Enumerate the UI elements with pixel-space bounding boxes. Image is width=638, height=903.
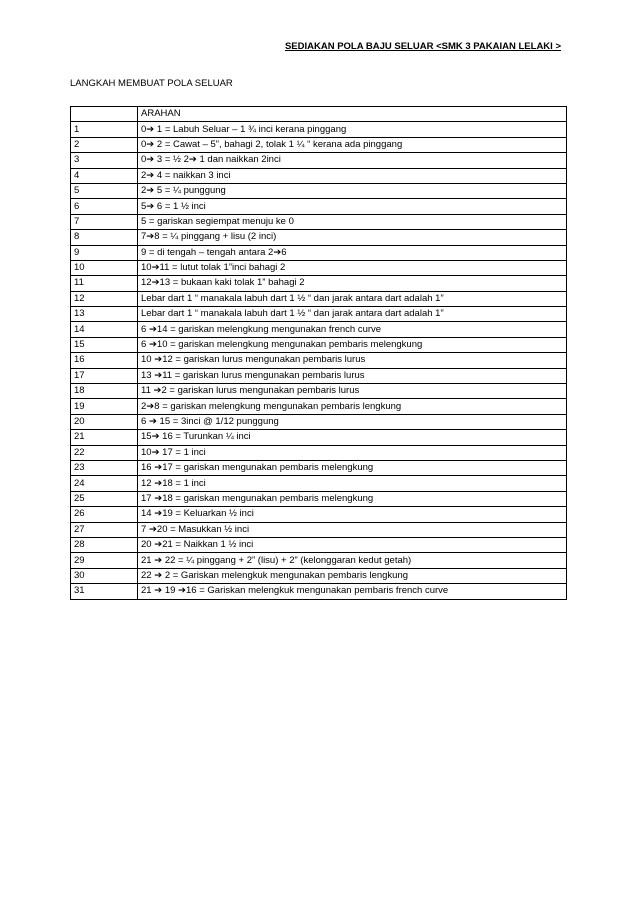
arrow-icon: ➔ [146,400,155,412]
step-instruction: Lebar dart 1 “ manakala labuh dart 1 ½ “ dan jarak antara dart adalah 1” [138,291,567,306]
arrow-icon: ➔ [146,123,155,135]
arrow-icon: ➔ [153,385,162,397]
step-instruction: Lebar dart 1 “ manakala labuh dart 1 ½ “ dan jarak antara dart adalah 1” [138,307,567,322]
table-row [71,183,567,198]
step-instruction: 22 ➔ 2 = Gariskan melengkuk mengunakan pembaris lengkung [138,568,567,583]
step-instruction: 7 ➔20 = Masukkan ½ inci [138,522,567,537]
table-row [71,568,567,583]
step-instruction: 21 ➔ 19 ➔16 = Gariskan melengkuk mengunakan pembaris french curve [138,584,567,599]
table-row [71,491,567,506]
arrow-icon: ➔ [154,369,163,381]
table-row [71,245,567,260]
step-instruction: 10➔11 = lutut tolak 1”inci bahagi 2 [138,260,567,275]
step-instruction: 15➔ 16 = Turunkan ¼ inci [138,430,567,445]
step-number: 9 [71,245,138,260]
arrow-icon: ➔ [148,339,157,351]
header-label-cell: ARAHAN [138,107,567,122]
step-instruction: 7➔8 = ¼ pinggang + lisu (2 inci) [138,230,567,245]
arrow-icon: ➔ [146,185,155,197]
step-instruction: 20 ➔21 = Naikkan 1 ½ inci [138,537,567,552]
step-number: 21 [71,430,138,445]
step-instruction: 6 ➔14 = gariskan melengkung mengunakan french curve [138,322,567,337]
step-number: 25 [71,491,138,506]
table-row [71,199,567,214]
step-number: 1 [71,122,138,137]
arrow-icon: ➔ [154,539,163,551]
arrow-icon: ➔ [154,508,163,520]
arrow-icon: ➔ [178,585,187,597]
table-row [71,307,567,322]
step-instruction: 16 ➔17 = gariskan mengunakan pembaris melengkung [138,460,567,475]
step-instruction: 10 ➔12 = gariskan lurus mengunakan pembaris lurus [138,353,567,368]
table-row [71,553,567,568]
table-row [71,168,567,183]
arrow-icon: ➔ [146,200,155,212]
step-instruction: 12 ➔18 = 1 inci [138,476,567,491]
table-row [71,122,567,137]
arrow-icon: ➔ [154,462,163,474]
step-number: 14 [71,322,138,337]
table-row [71,507,567,522]
step-number: 17 [71,368,138,383]
table-row [71,276,567,291]
step-number: 13 [71,307,138,322]
step-instruction: 13 ➔11 = gariskan lurus mengunakan pembaris lurus [138,368,567,383]
step-number: 19 [71,399,138,414]
section-title: LANGKAH MEMBUAT POLA SELUAR [70,78,233,89]
table-row [71,353,567,368]
table-row [71,445,567,460]
arrow-icon: ➔ [154,585,163,597]
step-instruction: 5 = gariskan segiempat menuju ke 0 [138,214,567,229]
table-row [71,322,567,337]
arrow-icon: ➔ [148,416,157,427]
step-number: 28 [71,537,138,552]
step-instruction: 0➔ 2 = Cawat – 5”, bahagi 2, tolak 1 ¼ “ kerana ada pinggang [138,137,567,152]
table-row [71,399,567,414]
step-instruction: 2➔ 5 = ¼ punggung [138,183,567,198]
arrow-icon: ➔ [148,523,157,535]
step-number: 6 [71,199,138,214]
step-instruction: 5➔ 6 = 1 ½ inci [138,199,567,214]
step-number: 26 [71,507,138,522]
arrow-icon: ➔ [154,569,163,581]
document-title: SEDIAKAN POLA BAJU SELUAR <SMK 3 PAKAIAN LELAKI > [284,41,561,52]
step-number: 20 [71,414,138,429]
step-instruction: 0➔ 1 = Labuh Seluar – 1 ¾ inci kerana pinggang [138,122,567,137]
step-number: 18 [71,384,138,399]
table-row [71,537,567,552]
step-number: 5 [71,183,138,198]
step-instruction: 21 ➔ 22 = ¼ pinggang + 2” (lisu) + 2” (kelonggaran kedut getah) [138,553,567,568]
step-instruction: 10➔ 17 = 1 inci [138,445,567,460]
arrow-icon: ➔ [154,492,163,504]
step-number: 12 [71,291,138,306]
step-number: 15 [71,337,138,352]
step-number: 23 [71,460,138,475]
step-number: 8 [71,230,138,245]
step-instruction: 11 ➔2 = gariskan lurus mengunakan pembaris lurus [138,384,567,399]
step-number: 22 [71,445,138,460]
table-row [71,230,567,245]
step-number: 7 [71,214,138,229]
arrow-icon: ➔ [146,169,155,181]
step-number: 2 [71,137,138,152]
table-row [71,153,567,168]
step-number: 3 [71,153,138,168]
arrow-icon: ➔ [151,431,160,443]
arrow-icon: ➔ [148,323,157,335]
table-row [71,584,567,599]
step-number: 10 [71,260,138,275]
arrow-icon: ➔ [154,477,163,489]
table-row [71,460,567,475]
arrow-icon: ➔ [146,138,155,150]
step-instruction: 12➔13 = bukaan kaki tolak 1” bahagi 2 [138,276,567,291]
steps-table [70,106,567,600]
steps-table-body [71,107,567,600]
step-number: 16 [71,353,138,368]
step-instruction: 6 ➔ 15 = 3inci @ 1/12 punggung [138,414,567,429]
step-number: 31 [71,584,138,599]
arrow-icon: ➔ [151,277,160,289]
step-instruction: 9 = di tengah – tengah antara 2➔6 [138,245,567,260]
arrow-icon: ➔ [273,246,282,258]
header-num-cell [71,107,138,122]
table-row [71,414,567,429]
step-number: 24 [71,476,138,491]
table-row [71,291,567,306]
table-row [71,476,567,491]
arrow-icon: ➔ [151,446,160,458]
step-number: 30 [71,568,138,583]
table-row [71,522,567,537]
table-row [71,337,567,352]
step-instruction: 0➔ 3 = ½ 2➔ 1 dan naikkan 2inci [138,153,567,168]
step-instruction: 2➔8 = gariskan melengkung mengunakan pembaris lengkung [138,399,567,414]
table-row [71,368,567,383]
table-header-row [71,107,567,122]
arrow-icon: ➔ [188,154,197,166]
step-number: 27 [71,522,138,537]
step-number: 29 [71,553,138,568]
arrow-icon: ➔ [154,354,163,366]
arrow-icon: ➔ [154,554,163,566]
step-instruction: 2➔ 4 = naikkan 3 inci [138,168,567,183]
table-row [71,137,567,152]
step-instruction: 17 ➔18 = gariskan mengunakan pembaris melengkung [138,491,567,506]
step-instruction: 14 ➔19 = Keluarkan ½ inci [138,507,567,522]
step-number: 4 [71,168,138,183]
table-row [71,260,567,275]
arrow-icon: ➔ [146,154,155,166]
table-row [71,214,567,229]
arrow-icon: ➔ [146,231,155,243]
table-row [71,430,567,445]
arrow-icon: ➔ [151,262,160,274]
table-row [71,384,567,399]
step-number: 11 [71,276,138,291]
step-instruction: 6 ➔10 = gariskan melengkung mengunakan pembaris melengkung [138,337,567,352]
